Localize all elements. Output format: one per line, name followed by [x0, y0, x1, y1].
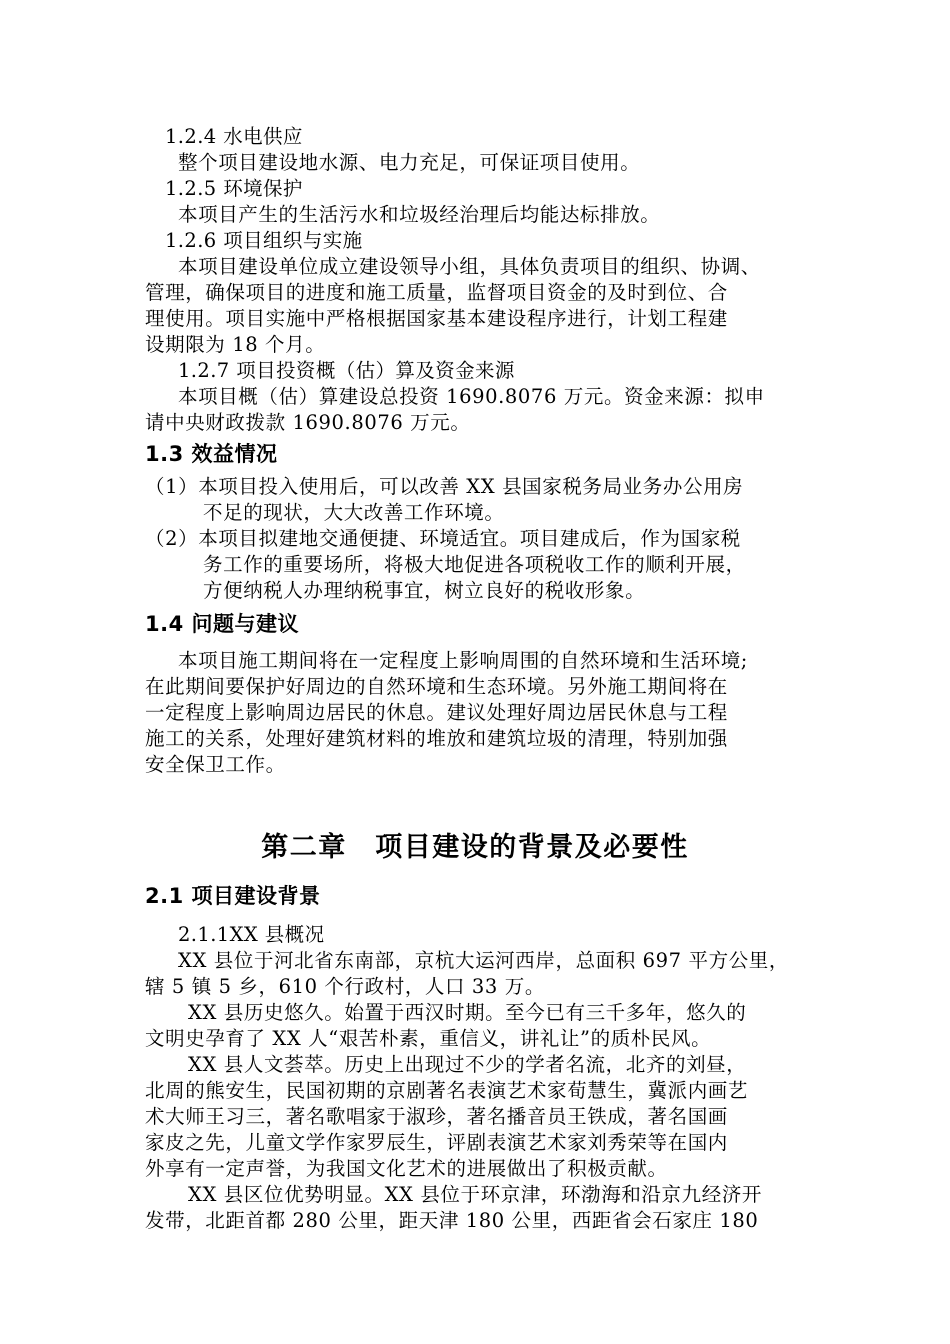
- paragraph-line: 术大师王习三，著名歌唱家于淑珍，著名播音员王铁成，著名国画: [145, 1105, 728, 1128]
- paragraph-line: 文明史孕育了 XX 人“艰苦朴素，重信义，讲礼让”的质朴民风。: [145, 1027, 712, 1050]
- paragraph-line: 辖 5 镇 5 乡，610 个行政村，人口 33 万。: [145, 975, 545, 998]
- paragraph-line: 本项目施工期间将在一定程度上影响周围的自然环境和生活环境;: [178, 649, 748, 672]
- section-heading-1-3: 1.3 效益情况: [145, 442, 278, 466]
- section-heading-2-1: 2.1 项目建设背景: [145, 884, 321, 908]
- list-item-line: 不足的现状，大大改善工作环境。: [203, 501, 505, 524]
- paragraph-line: 家皮之先，儿童文学作家罗辰生，评剧表演艺术家刘秀荣等在国内: [145, 1131, 728, 1154]
- paragraph-line: 一定程度上影响周边居民的休息。建议处理好周边居民休息与工程: [145, 701, 728, 724]
- paragraph-line: XX 县历史悠久。始置于西汉时期。至今已有三千多年，悠久的: [188, 1001, 747, 1024]
- list-item-line: 务工作的重要场所，将极大地促进各项税收工作的顺利开展，: [203, 553, 746, 576]
- subsection-heading-1-2-6: 1.2.6 项目组织与实施: [165, 229, 363, 252]
- paragraph-line: 本项目概（估）算建设总投资 1690.8076 万元。资金来源：拟申: [178, 385, 765, 408]
- subsection-heading-1-2-5: 1.2.5 环境保护: [165, 177, 303, 200]
- chapter-title: 第二章 项目建设的背景及必要性: [261, 832, 689, 863]
- section-heading-1-4: 1.4 问题与建议: [145, 612, 300, 636]
- paragraph-line: XX 县位于河北省东南部，京杭大运河西岸，总面积 697 平方公里，: [178, 949, 789, 972]
- subsection-heading-1-2-7: 1.2.7 项目投资概（估）算及资金来源: [178, 359, 515, 382]
- paragraph-line: 本项目建设单位成立建设领导小组，具体负责项目的组织、协调、: [178, 255, 761, 278]
- paragraph-line: 在此期间要保护好周边的自然环境和生态环境。另外施工期间将在: [145, 675, 728, 698]
- paragraph-line: 理使用。项目实施中严格根据国家基本建设程序进行，计划工程建: [145, 307, 728, 330]
- subsection-heading-2-1-1: 2.1.1XX 县概况: [178, 923, 325, 946]
- subsection-heading-1-2-4: 1.2.4 水电供应: [165, 125, 303, 148]
- paragraph-line: 请中央财政拨款 1690.8076 万元。: [145, 411, 471, 434]
- paragraph-line: 安全保卫工作。: [145, 753, 286, 776]
- list-item-line: （1）本项目投入使用后，可以改善 XX 县国家税务局业务办公用房: [145, 475, 744, 498]
- list-item-line: 方便纳税人办理纳税事宜，树立良好的税收形象。: [203, 579, 646, 602]
- paragraph-line: 外享有一定声誉，为我国文化艺术的进展做出了积极贡献。: [145, 1157, 668, 1180]
- list-item-line: （2）本项目拟建地交通便捷、环境适宜。项目建成后，作为国家税: [145, 527, 741, 550]
- paragraph-line: XX 县人文荟萃。历史上出现过不少的学者名流，北齐的刘昼，: [188, 1053, 747, 1076]
- paragraph-line: 施工的关系，处理好建筑材料的堆放和建筑垃圾的清理，特别加强: [145, 727, 728, 750]
- paragraph-line: 北周的熊安生，民国初期的京剧著名表演艺术家荀慧生，冀派内画艺: [145, 1079, 749, 1102]
- paragraph-line: XX 县区位优势明显。XX 县位于环京津，环渤海和沿京九经济开: [188, 1183, 763, 1206]
- paragraph-line: 管理，确保项目的进度和施工质量，监督项目资金的及时到位、合: [145, 281, 728, 304]
- paragraph-line: 本项目产生的生活污水和垃圾经治理后均能达标排放。: [178, 203, 661, 226]
- paragraph-line: 整个项目建设地水源、电力充足，可保证项目使用。: [178, 151, 641, 174]
- paragraph-line: 发带，北距首都 280 公里，距天津 180 公里，西距省会石家庄 180: [145, 1209, 759, 1232]
- paragraph-line: 设期限为 18 个月。: [145, 333, 326, 356]
